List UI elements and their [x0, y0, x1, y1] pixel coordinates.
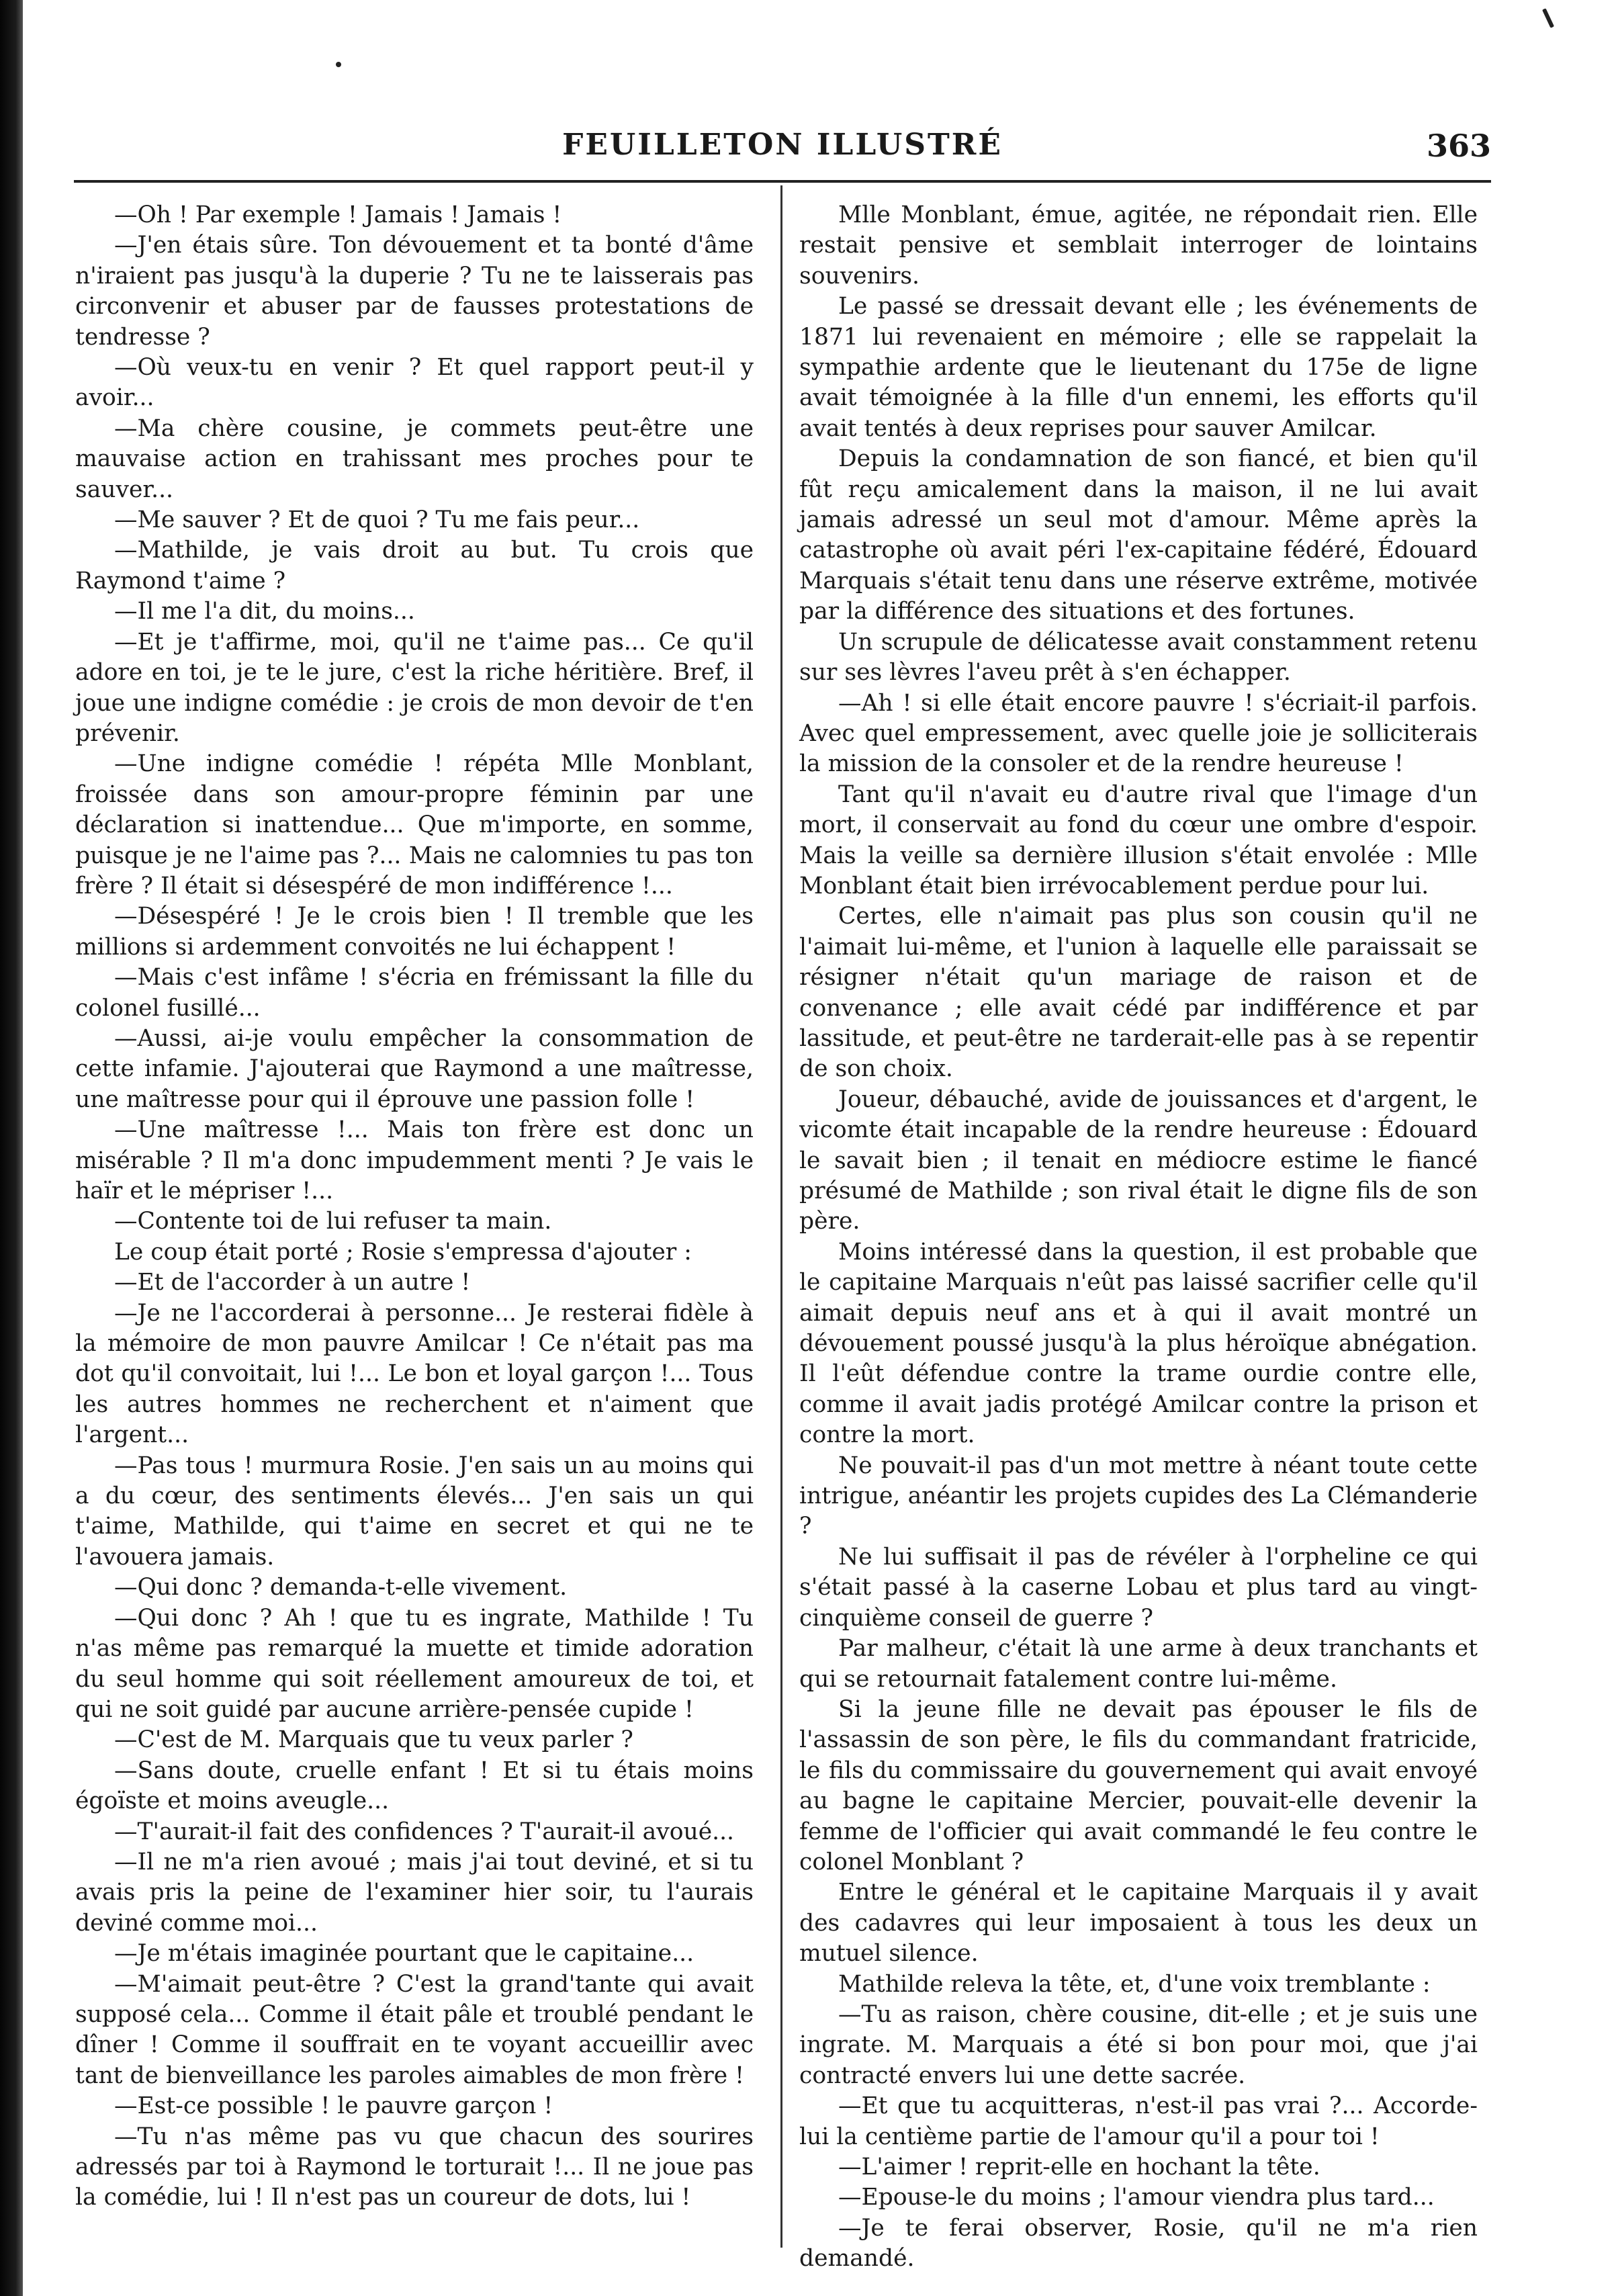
paragraph: —Pas tous ! murmura Rosie. J'en sais un au moins qui a du cœur, des sentiments élevés... J'en sais un qui t'aime, Mathilde, qui t'aime en secret et qui ne te l'avouera jamais. — [75, 1452, 754, 1571]
paragraph: Mlle Monblant, émue, agitée, ne répondait rien. Elle restait pensive et semblait interroger de lointains souvenirs. — [799, 202, 1478, 290]
page-number: 363 — [1426, 128, 1491, 164]
paragraph: Si la jeune fille ne devait pas épouser le fils de l'assassin de son père, le fils du commandant fratricide, le fils du commissaire du gouvernement qui avait envoyé au bagne le capitaine Mercier, pouvait-elle devenir la femme de l'officier qui avait commandé le feu contre le colonel Monblant ? — [799, 1695, 1478, 1875]
paragraph: —Et je t'affirme, moi, qu'il ne t'aime pas... Ce qu'il adore en toi, je te le jure, c'est la riche héritière. Bref, il joue une indigne comédie : je crois de mon devoir de t'en prévenir. — [75, 628, 754, 747]
paragraph: —Ah ! si elle était encore pauvre ! s'écriait-il parfois. Avec quel empressement, avec quelle joie je solliciterais la mission de la consoler et de la rendre heureuse ! — [799, 689, 1478, 778]
paragraph: Entre le général et le capitaine Marquais il y avait des cadavres qui leur imposaient à tous les deux un mutuel silence. — [799, 1879, 1478, 1968]
print-speck — [1542, 8, 1554, 28]
header-rule — [74, 180, 1491, 183]
paragraph: —Désespéré ! Je le crois bien ! Il tremble que les millions si ardemment convoités ne lui échappent ! — [75, 903, 754, 961]
page-header — [74, 128, 1491, 175]
paragraph: Par malheur, c'était là une arme à deux tranchants et qui se retournait fatalement contre lui-même. — [799, 1635, 1478, 1693]
paragraph: —Contente toi de lui refuser ta main. — [114, 1208, 552, 1235]
paragraph: Ne lui suffisait il pas de révéler à l'orpheline ce qui s'était passé à la caserne Lobau et plus tard au vingt-cinquième conseil de guerre ? — [799, 1543, 1478, 1632]
paragraph: —Aussi, ai-je voulu empêcher la consommation de cette infamie. J'ajouterai que Raymond a une maîtresse, une maîtresse pour qui il éprouve une passion folle ! — [75, 1024, 754, 1113]
paragraph: —Je te ferai observer, Rosie, qu'il ne m'a rien demandé. — [799, 2214, 1478, 2272]
paragraph: Depuis la condamnation de son fiancé, et bien qu'il fût reçu amicalement dans la maison, il ne lui avait jamais adressé un seul mot d'amour. Même après la catastrophe où avait péri l'ex-capitaine fédéré, Édouard Marquais s'était tenu dans une réserve extrême, motivée par la différence des situations et des fortunes. — [799, 445, 1478, 625]
paragraph: —Je ne l'accorderai à personne... Je resterai fidèle à la mémoire de mon pauvre Amilcar ! Ce n'était pas ma dot qu'il convoitait, lui !... Le bon et loyal garçon !... Tous les autres hommes ne recherchent et n'aiment que l'argent... — [75, 1299, 754, 1449]
paragraph: —Une indigne comédie ! répéta Mlle Monblant, froissée dans son amour-propre féminin par une déclaration si inattendue... Que m'importe, en somme, puisque je ne l'aime pas ?... Mais ne calomnies tu pas ton frère ? Il était si désespéré de mon indifférence !... — [75, 750, 754, 899]
print-speck — [336, 62, 341, 67]
paragraph: —Sans doute, cruelle enfant ! Et si tu étais moins égoïste et moins aveugle... — [75, 1757, 754, 1815]
paragraph: Mathilde releva la tête, et, d'une voix tremblante : — [838, 1970, 1431, 1998]
paragraph: Moins intéressé dans la question, il est probable que le capitaine Marquais n'eût pas laissé sacrifier celle qu'il aimait depuis neuf ans et à qui il avait montré un dévouement poussé jusqu'à la plus héroïque abnégation. Il l'eût défendue contre la trame ourdie contre elle, comme il avait jadis protégé Amilcar contre la prison et contre la mort. — [799, 1238, 1478, 1449]
paragraph: —Mathilde, je vais droit au but. Tu crois que Raymond t'aime ? — [75, 537, 754, 594]
paragraph: —Qui donc ? demanda-t-elle vivement. — [114, 1574, 568, 1601]
paragraph: Joueur, débauché, avide de jouissances et d'argent, le vicomte était incapable de la rendre heureuse : Édouard le savait bien ; il tenait en médiocre estime le fiancé présumé de Mathilde ; son rival était le digne fils de son père. — [799, 1086, 1478, 1235]
left-column — [75, 200, 754, 2213]
paragraph: Le coup était porté ; Rosie s'empressa d'ajouter : — [114, 1238, 692, 1266]
paragraph: Ne pouvait-il pas d'un mot mettre à néant toute cette intrigue, anéantir les projets cupides des La Clémanderie ? — [799, 1452, 1478, 1540]
paragraph: Un scrupule de délicatesse avait constamment retenu sur ses lèvres l'aveu prêt à s'en échapper. — [799, 628, 1478, 687]
paragraph: —Et que tu acquitteras, n'est-il pas vrai ?... Accorde-lui la centième partie de l'amour qu'il a pour toi ! — [799, 2092, 1478, 2150]
paragraph: —J'en étais sûre. Ton dévouement et ta bonté d'âme n'iraient pas jusqu'à la duperie ? Tu ne te laisserais pas circonvenir et abuser par de fausses protestations de tendresse ? — [75, 232, 754, 351]
paragraph: Certes, elle n'aimait pas plus son cousin qu'il ne l'aimait lui-même, et l'union à laquelle elle paraissait se résigner n'était qu'un mariage de raison et de convenance ; elle avait cédé par indifférence et par lassitude, et peut-être ne tarderait-elle pas à se repentir de son choix. — [799, 903, 1478, 1083]
paragraph: —Ma chère cousine, je commets peut-être une mauvaise action en trahissant mes proches pour te sauver... — [75, 414, 754, 503]
right-column — [799, 200, 1478, 2275]
paragraph: —Oh ! Par exemple ! Jamais ! Jamais ! — [114, 202, 562, 228]
column-divider — [780, 185, 782, 2248]
paragraph: —Tu as raison, chère cousine, dit-elle ; et je suis une ingrate. M. Marquais a été si bon pour moi, que j'ai contracté envers lui une dette sacrée. — [799, 2000, 1478, 2089]
paragraph: —M'aimait peut-être ? C'est la grand'tante qui avait supposé cela... Comme il était pâle et troublé pendant le dîner ! Comme il souffrait en te voyant accueillir avec tant de bienveillance les paroles aimables de mon frère ! — [75, 1970, 754, 2089]
paragraph: —C'est de M. Marquais que tu veux parler ? — [114, 1726, 633, 1754]
paragraph: —Qui donc ? Ah ! que tu es ingrate, Mathilde ! Tu n'as même pas remarqué la muette et timide adoration du seul homme qui soit réellement amoureux de toi, et qui ne soit guidé par aucune arrière-pensée cupide ! — [75, 1604, 754, 1723]
running-title: FEUILLETON ILLUSTRÉ — [562, 128, 1003, 162]
paragraph: —T'aurait-il fait des confidences ? T'aurait-il avoué... — [114, 1818, 735, 1845]
paragraph: —Mais c'est infâme ! s'écria en frémissant la fille du colonel fusillé... — [75, 964, 754, 1022]
paragraph: —Où veux-tu en venir ? Et quel rapport peut-il y avoir... — [75, 354, 754, 412]
paragraph: —Tu n'as même pas vu que chacun des sourires adressés par toi à Raymond le torturait !... Il ne joue pas la comédie, lui ! Il n'est pas un coureur de dots, lui ! — [75, 2123, 754, 2211]
paragraph: Tant qu'il n'avait eu d'autre rival que l'image d'un mort, il conservait au fond du cœur une ombre d'espoir. Mais la veille sa dernière illusion s'était envolée : Mlle Monblant était bien irrévocablement perdue pour lui. — [799, 781, 1478, 899]
paragraph: Le passé se dressait devant elle ; les événements de 1871 lui revenaient en mémoire ; elle se rappelait la sympathie ardente que le lieutenant du 175e de ligne avait témoignée à la fille d'un ennemi, les efforts qu'il avait tentés à deux reprises pour sauver Amilcar. — [799, 293, 1478, 442]
paragraph: —Je m'étais imaginée pourtant que le capitaine... — [114, 1940, 694, 1968]
paragraph: —Me sauver ? Et de quoi ? Tu me fais peur... — [114, 506, 640, 534]
paragraph: —Est-ce possible ! le pauvre garçon ! — [114, 2092, 553, 2120]
paragraph: —Il me l'a dit, du moins... — [114, 598, 415, 625]
paragraph: —Une maîtresse !... Mais ton frère est donc un misérable ? Il m'a donc impudemment menti ? Je vais le haïr et le mépriser !... — [75, 1116, 754, 1204]
paragraph: —Il ne m'a rien avoué ; mais j'ai tout deviné, et si tu avais pris la peine de l'examiner hier soir, tu l'aurais deviné comme moi... — [75, 1848, 754, 1937]
paragraph: —Epouse-le du moins ; l'amour viendra plus tard... — [838, 2184, 1435, 2211]
paragraph: —Et de l'accorder à un autre ! — [114, 1269, 471, 1296]
paragraph: —L'aimer ! reprit-elle en hochant la tête. — [838, 2154, 1320, 2180]
binding-strip — [0, 0, 23, 2296]
